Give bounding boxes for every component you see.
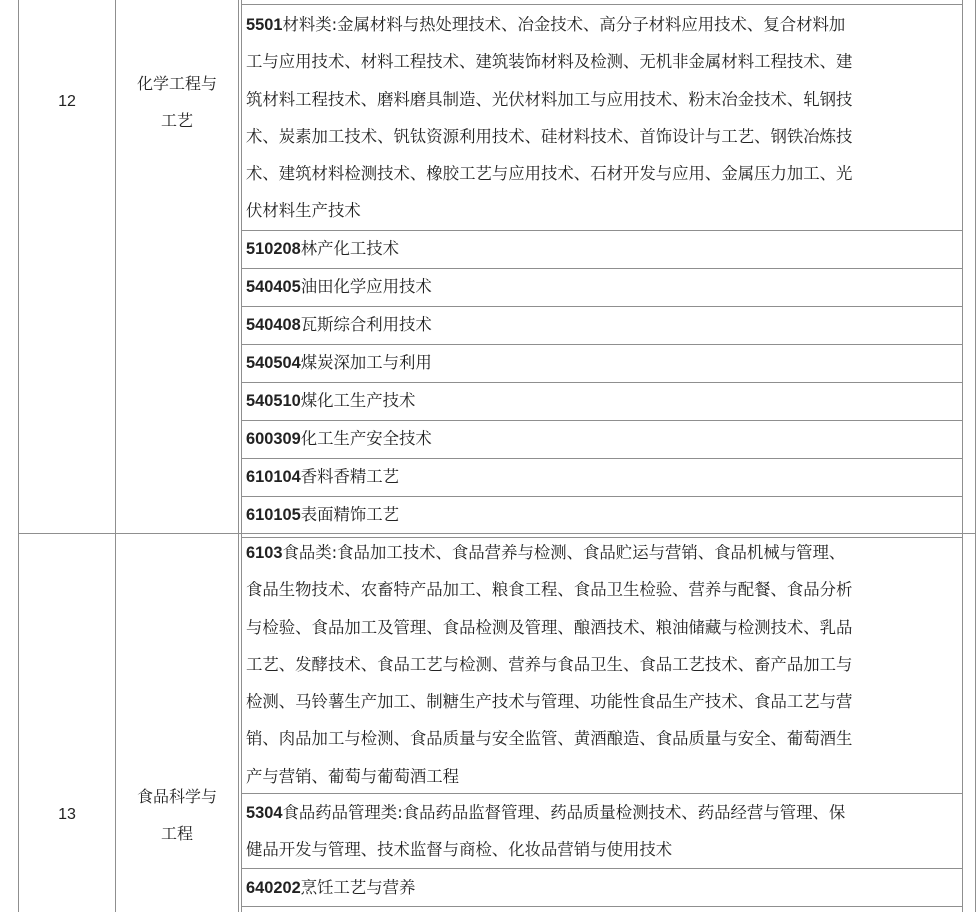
major-text: 与检验、食品加工及管理、食品检测及管理、酿酒技术、粮油储藏与检测技术、乳品 [246,617,853,637]
major-text: 食品药品管理类:食品药品监督管理、药品质量检测技术、药品经营与管理、保 [282,803,846,822]
major-entry [246,534,962,795]
category-line: 工艺 [160,111,193,130]
major-text: 销、肉品加工与检测、食品质量与安全监管、黄酒酿造、食品质量与安全、葡萄酒生 [246,729,853,749]
major-code: 540405 [246,278,301,296]
major-entry [246,230,962,267]
table-border-right [975,0,976,912]
table-border-left [18,0,19,912]
major-text: 产与营销、葡萄与葡萄酒工程 [246,766,460,786]
major-entry [246,794,962,869]
major-code: 5501 [246,16,283,34]
major-text: 筑材料工程技术、磨料磨具制造、光伏材料加工与应用技术、粉末冶金技术、轧钢技 [246,89,853,109]
category-name [116,65,238,139]
major-text: 瓦斯综合利用技术 [300,315,432,334]
major-code: 610104 [246,468,301,486]
major-text: 油田化学应用技术 [300,277,432,296]
row-number: 12 [58,93,76,110]
major-code: 510208 [246,240,301,258]
major-entry [246,420,962,457]
major-entry [246,869,962,906]
major-text: 食品类:食品加工技术、食品营养与检测、食品贮运与营销、食品机械与管理、 [282,543,846,562]
major-text: 表面精饰工艺 [300,505,400,524]
category-line: 工程 [160,824,193,843]
major-code: 540510 [246,392,301,410]
major-entry [246,344,962,381]
major-entry [246,6,962,230]
major-text: 化工生产安全技术 [300,429,432,448]
category-name [116,778,238,852]
major-text: 煤化工生产技术 [300,391,416,410]
major-text: 煤炭深加工与利用 [300,353,432,372]
cell-border-right [962,0,963,912]
major-code: 540504 [246,354,301,372]
row-number: 13 [58,806,76,823]
major-code: 600309 [246,430,301,448]
major-code: 640202 [246,879,301,897]
major-code: 5304 [246,804,283,822]
major-code: 540408 [246,316,301,334]
major-text: 术、炭素加工技术、钒钛资源利用技术、硅材料技术、首饰设计与工艺、钢铁冶炼技 [246,126,853,146]
major-text: 工与应用技术、材料工程技术、建筑装饰材料及检测、无机非金属材料工程技术、建 [246,52,853,72]
major-text: 林产化工技术 [300,239,400,258]
major-entry [246,382,962,419]
major-text: 健品开发与管理、技术监督与商检、化妆品营销与使用技术 [246,840,673,860]
category-line: 食品科学与 [136,787,217,806]
major-text: 工艺、发酵技术、食品工艺与检测、营养与食品卫生、食品工艺技术、畜产品加工与 [246,654,853,674]
major-entry [246,268,962,305]
cell-border-inner-left [241,0,242,912]
major-text: 烹饪工艺与营养 [300,878,416,897]
major-entry [246,458,962,495]
category-line: 化学工程与 [136,74,217,93]
major-text: 食品生物技术、农畜特产品加工、粮食工程、食品卫生检验、营养与配餐、食品分析 [246,580,853,600]
major-entry [246,306,962,343]
major-code: 6103 [246,544,283,562]
column-divider-category [238,0,239,912]
major-text: 术、建筑材料检测技术、橡胶工艺与应用技术、石材开发与应用、金属压力加工、光 [246,164,853,184]
major-code: 610105 [246,506,301,524]
major-text: 材料类:金属材料与热处理技术、冶金技术、高分子材料应用技术、复合材料加 [282,15,846,34]
cell-border-top [241,4,963,5]
major-text: 检测、马铃薯生产加工、制糖生产技术与管理、功能性食品生产技术、食品工艺与营 [246,692,853,712]
major-text: 伏材料生产技术 [246,201,361,221]
major-entry [246,496,962,533]
major-text: 香料香精工艺 [300,467,400,486]
